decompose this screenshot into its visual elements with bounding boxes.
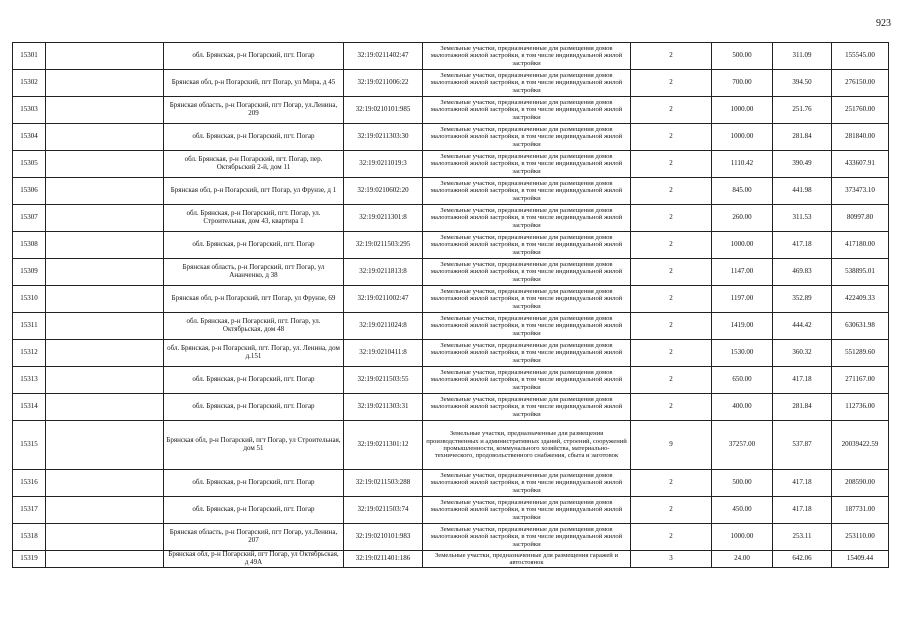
cadastral-number-cell: 32:19:0211301:8 xyxy=(344,205,423,232)
table-row xyxy=(13,313,889,340)
cadastral-number-cell: 32:19:0211301:12 xyxy=(344,421,423,470)
price-per-unit-cell: 311.09 xyxy=(773,43,832,70)
land-use-cell: Земельные участки, предназначенные для размещения домов малоэтажной жилой застройки, в том числе индивидуальной жилой застройки xyxy=(423,259,631,286)
row-id-cell: 15305 xyxy=(13,151,46,178)
land-use-cell: Земельные участки, предназначенные для размещения домов малоэтажной жилой застройки, в том числе индивидуальной жилой застройки xyxy=(423,524,631,551)
row-id-cell: 15303 xyxy=(13,97,46,124)
table-row xyxy=(13,151,889,178)
row-id-cell: 15313 xyxy=(13,367,46,394)
cadastral-number-cell: 32:19:0211303:31 xyxy=(344,394,423,421)
cadastral-number-cell: 32:19:0211503:74 xyxy=(344,497,423,524)
cadastral-number-cell: 32:19:0210602:20 xyxy=(344,178,423,205)
table-row xyxy=(13,232,889,259)
empty-cell xyxy=(46,340,164,367)
category-cell: 2 xyxy=(631,43,712,70)
empty-cell xyxy=(46,286,164,313)
cadastral-value-cell: 251760.00 xyxy=(832,97,889,124)
address-cell: Брянская обл, р-н Погарский, пгт Погар, ул Октябрьская, д 49А xyxy=(164,551,344,568)
land-use-cell: Земельные участки, предназначенные для размещения домов малоэтажной жилой застройки, в том числе индивидуальной жилой застройки xyxy=(423,340,631,367)
price-per-unit-cell: 642.06 xyxy=(773,551,832,568)
area-cell: 650.00 xyxy=(712,367,773,394)
category-cell: 2 xyxy=(631,259,712,286)
area-cell: 260.00 xyxy=(712,205,773,232)
price-per-unit-cell: 417.18 xyxy=(773,367,832,394)
land-use-cell: Земельные участки, предназначенные для размещения домов малоэтажной жилой застройки, в том числе индивидуальной жилой застройки xyxy=(423,70,631,97)
table-row xyxy=(13,205,889,232)
category-cell: 2 xyxy=(631,367,712,394)
empty-cell xyxy=(46,205,164,232)
area-cell: 500.00 xyxy=(712,470,773,497)
row-id-cell: 15307 xyxy=(13,205,46,232)
category-cell: 2 xyxy=(631,524,712,551)
row-id-cell: 15315 xyxy=(13,421,46,470)
cadastral-number-cell: 32:19:0211503:295 xyxy=(344,232,423,259)
empty-cell xyxy=(46,178,164,205)
area-cell: 700.00 xyxy=(712,70,773,97)
land-use-cell: Земельные участки, предназначенные для размещения домов малоэтажной жилой застройки, в том числе индивидуальной жилой застройки xyxy=(423,151,631,178)
cadastral-value-cell: 630631.98 xyxy=(832,313,889,340)
price-per-unit-cell: 352.89 xyxy=(773,286,832,313)
empty-cell xyxy=(46,124,164,151)
price-per-unit-cell: 469.83 xyxy=(773,259,832,286)
empty-cell xyxy=(46,151,164,178)
address-cell: обл. Брянская, р-н Погарский, пгт. Погар, ул. Ленина, дом д.151 xyxy=(164,340,344,367)
price-per-unit-cell: 311.53 xyxy=(773,205,832,232)
area-cell: 1000.00 xyxy=(712,232,773,259)
cadastral-number-cell: 32:19:0211303:30 xyxy=(344,124,423,151)
cadastral-value-cell: 112736.00 xyxy=(832,394,889,421)
area-cell: 1419.00 xyxy=(712,313,773,340)
category-cell: 2 xyxy=(631,70,712,97)
address-cell: обл. Брянская, р-н Погарский, пгт. Погар xyxy=(164,43,344,70)
table-row xyxy=(13,421,889,470)
row-id-cell: 15316 xyxy=(13,470,46,497)
price-per-unit-cell: 441.98 xyxy=(773,178,832,205)
row-id-cell: 15312 xyxy=(13,340,46,367)
cadastral-value-cell: 253110.00 xyxy=(832,524,889,551)
price-per-unit-cell: 253.11 xyxy=(773,524,832,551)
table-row xyxy=(13,259,889,286)
table-row xyxy=(13,551,889,568)
table-row xyxy=(13,43,889,70)
cadastral-number-cell: 32:19:0210101:985 xyxy=(344,97,423,124)
price-per-unit-cell: 281.84 xyxy=(773,124,832,151)
land-use-cell: Земельные участки, предназначенные для размещения домов малоэтажной жилой застройки, в том числе индивидуальной жилой застройки xyxy=(423,367,631,394)
table-row xyxy=(13,524,889,551)
land-use-cell: Земельные участки, предназначенные для размещения домов малоэтажной жилой застройки, в том числе индивидуальной жилой застройки xyxy=(423,124,631,151)
land-use-cell: Земельные участки, предназначенные для размещения домов малоэтажной жилой застройки, в том числе индивидуальной жилой застройки xyxy=(423,178,631,205)
address-cell: Брянская область, р-н Погарский, пгт Погар, ул.Ленина, 209 xyxy=(164,97,344,124)
cadastral-value-cell: 373473.10 xyxy=(832,178,889,205)
row-id-cell: 15306 xyxy=(13,178,46,205)
empty-cell xyxy=(46,43,164,70)
row-id-cell: 15310 xyxy=(13,286,46,313)
area-cell: 1000.00 xyxy=(712,124,773,151)
empty-cell xyxy=(46,97,164,124)
address-cell: обл. Брянская, р-н Погарский, пгт. Погар, ул. Строительная, дом 43, квартира 1 xyxy=(164,205,344,232)
area-cell: 1147.00 xyxy=(712,259,773,286)
empty-cell xyxy=(46,232,164,259)
category-cell: 2 xyxy=(631,97,712,124)
address-cell: Брянская обл, р-н Погарский, пгт Погар, ул Фрунзе, д 1 xyxy=(164,178,344,205)
cadastral-value-cell: 20039422.59 xyxy=(832,421,889,470)
cadastral-value-cell: 281840.00 xyxy=(832,124,889,151)
price-per-unit-cell: 281.84 xyxy=(773,394,832,421)
cadastral-value-cell: 208590.00 xyxy=(832,470,889,497)
land-use-cell: Земельные участки, предназначенные для размещения гаражей и автостоянок xyxy=(423,551,631,568)
cadastral-value-cell: 271167.00 xyxy=(832,367,889,394)
cadastral-value-cell: 422409.33 xyxy=(832,286,889,313)
category-cell: 2 xyxy=(631,497,712,524)
category-cell: 2 xyxy=(631,313,712,340)
category-cell: 2 xyxy=(631,286,712,313)
address-cell: обл. Брянская, р-н Погарский, пгт. Погар, ул. Октябрьская, дом 48 xyxy=(164,313,344,340)
area-cell: 845.00 xyxy=(712,178,773,205)
land-use-cell: Земельные участки, предназначенные для размещения домов малоэтажной жилой застройки, в том числе индивидуальной жилой застройки xyxy=(423,97,631,124)
address-cell: Брянская обл, р-н Погарский, пгт Погар, ул Фрунзе, 69 xyxy=(164,286,344,313)
table-row xyxy=(13,178,889,205)
cadastral-value-cell: 276150.00 xyxy=(832,70,889,97)
row-id-cell: 15304 xyxy=(13,124,46,151)
address-cell: Брянская область, р-н Погарский, пгт Погар, ул.Ленина, 207 xyxy=(164,524,344,551)
empty-cell xyxy=(46,524,164,551)
cadastral-value-cell: 187731.00 xyxy=(832,497,889,524)
table-row xyxy=(13,394,889,421)
category-cell: 2 xyxy=(631,470,712,497)
price-per-unit-cell: 417.18 xyxy=(773,497,832,524)
category-cell: 2 xyxy=(631,178,712,205)
empty-cell xyxy=(46,313,164,340)
row-id-cell: 15319 xyxy=(13,551,46,568)
cadastral-number-cell: 32:19:0210411:8 xyxy=(344,340,423,367)
empty-cell xyxy=(46,259,164,286)
area-cell: 1000.00 xyxy=(712,97,773,124)
table-row xyxy=(13,367,889,394)
cadastral-number-cell: 32:19:0211813:8 xyxy=(344,259,423,286)
address-cell: обл. Брянская, р-н Погарский, пгт. Погар xyxy=(164,470,344,497)
table-row xyxy=(13,340,889,367)
table-row xyxy=(13,497,889,524)
price-per-unit-cell: 537.87 xyxy=(773,421,832,470)
cadastral-value-cell: 155545.00 xyxy=(832,43,889,70)
price-per-unit-cell: 394.50 xyxy=(773,70,832,97)
empty-cell xyxy=(46,367,164,394)
category-cell: 2 xyxy=(631,205,712,232)
category-cell: 2 xyxy=(631,232,712,259)
price-per-unit-cell: 360.32 xyxy=(773,340,832,367)
cadastral-number-cell: 32:19:0211006:22 xyxy=(344,70,423,97)
cadastral-value-cell: 15409.44 xyxy=(832,551,889,568)
row-id-cell: 15309 xyxy=(13,259,46,286)
price-per-unit-cell: 390.49 xyxy=(773,151,832,178)
registry-table xyxy=(12,42,889,568)
land-use-cell: Земельные участки, предназначенные для размещения производственных и административных зданий, строений, сооружений промышленности, коммунального хозяйства, материально-технического, продовольственного снабжения, сбыта и заготовок xyxy=(423,421,631,470)
row-id-cell: 15302 xyxy=(13,70,46,97)
category-cell: 3 xyxy=(631,551,712,568)
cadastral-number-cell: 32:19:0211503:55 xyxy=(344,367,423,394)
row-id-cell: 15314 xyxy=(13,394,46,421)
cadastral-number-cell: 32:19:0211503:288 xyxy=(344,470,423,497)
area-cell: 1530.00 xyxy=(712,340,773,367)
address-cell: Брянская обл, р-н Погарский, пгт Погар, ул Мира, д 45 xyxy=(164,70,344,97)
row-id-cell: 15318 xyxy=(13,524,46,551)
cadastral-number-cell: 32:19:0211019:3 xyxy=(344,151,423,178)
row-id-cell: 15317 xyxy=(13,497,46,524)
land-use-cell: Земельные участки, предназначенные для размещения домов малоэтажной жилой застройки, в том числе индивидуальной жилой застройки xyxy=(423,232,631,259)
cadastral-number-cell: 32:19:0210101:983 xyxy=(344,524,423,551)
category-cell: 2 xyxy=(631,124,712,151)
area-cell: 1110.42 xyxy=(712,151,773,178)
cadastral-value-cell: 433607.91 xyxy=(832,151,889,178)
page-number: 923 xyxy=(876,18,891,29)
price-per-unit-cell: 251.76 xyxy=(773,97,832,124)
table-row xyxy=(13,286,889,313)
empty-cell xyxy=(46,470,164,497)
area-cell: 450.00 xyxy=(712,497,773,524)
table-row xyxy=(13,97,889,124)
cadastral-value-cell: 80997.80 xyxy=(832,205,889,232)
table-row xyxy=(13,70,889,97)
cadastral-value-cell: 538895.01 xyxy=(832,259,889,286)
empty-cell xyxy=(46,70,164,97)
land-use-cell: Земельные участки, предназначенные для размещения домов малоэтажной жилой застройки, в том числе индивидуальной жилой застройки xyxy=(423,394,631,421)
area-cell: 400.00 xyxy=(712,394,773,421)
category-cell: 2 xyxy=(631,394,712,421)
land-use-cell: Земельные участки, предназначенные для размещения домов малоэтажной жилой застройки, в том числе индивидуальной жилой застройки xyxy=(423,286,631,313)
address-cell: обл. Брянская, р-н Погарский, пгт. Погар xyxy=(164,497,344,524)
category-cell: 9 xyxy=(631,421,712,470)
land-use-cell: Земельные участки, предназначенные для размещения домов малоэтажной жилой застройки, в том числе индивидуальной жилой застройки xyxy=(423,43,631,70)
row-id-cell: 15308 xyxy=(13,232,46,259)
table-body xyxy=(13,43,889,568)
table-row xyxy=(13,470,889,497)
row-id-cell: 15311 xyxy=(13,313,46,340)
address-cell: Брянская обл, р-н Погарский, пгт Погар, ул Строительная, дом 51 xyxy=(164,421,344,470)
table-row xyxy=(13,124,889,151)
area-cell: 1000.00 xyxy=(712,524,773,551)
address-cell: обл. Брянская, р-н Погарский, пгт. Погар xyxy=(164,394,344,421)
row-id-cell: 15301 xyxy=(13,43,46,70)
area-cell: 500.00 xyxy=(712,43,773,70)
cadastral-number-cell: 32:19:0211024:8 xyxy=(344,313,423,340)
land-use-cell: Земельные участки, предназначенные для размещения домов малоэтажной жилой застройки, в том числе индивидуальной жилой застройки xyxy=(423,470,631,497)
empty-cell xyxy=(46,394,164,421)
cadastral-number-cell: 32:19:0211401:186 xyxy=(344,551,423,568)
price-per-unit-cell: 417.18 xyxy=(773,470,832,497)
cadastral-value-cell: 551289.60 xyxy=(832,340,889,367)
land-use-cell: Земельные участки, предназначенные для размещения домов малоэтажной жилой застройки, в том числе индивидуальной жилой застройки xyxy=(423,313,631,340)
category-cell: 2 xyxy=(631,340,712,367)
address-cell: обл. Брянская, р-н Погарский, пгт. Погар xyxy=(164,124,344,151)
cadastral-value-cell: 417180.00 xyxy=(832,232,889,259)
address-cell: обл. Брянская, р-н Погарский, пгт. Погар xyxy=(164,232,344,259)
address-cell: обл. Брянская, р-н Погарский, пгт. Погар, пер. Октябрьский 2-й, дом 11 xyxy=(164,151,344,178)
category-cell: 2 xyxy=(631,151,712,178)
empty-cell xyxy=(46,497,164,524)
area-cell: 24.00 xyxy=(712,551,773,568)
empty-cell xyxy=(46,421,164,470)
area-cell: 1197.00 xyxy=(712,286,773,313)
cadastral-number-cell: 32:19:0211002:47 xyxy=(344,286,423,313)
price-per-unit-cell: 417.18 xyxy=(773,232,832,259)
address-cell: обл. Брянская, р-н Погарский, пгт. Погар xyxy=(164,367,344,394)
land-use-cell: Земельные участки, предназначенные для размещения домов малоэтажной жилой застройки, в том числе индивидуальной жилой застройки xyxy=(423,497,631,524)
area-cell: 37257.00 xyxy=(712,421,773,470)
land-use-cell: Земельные участки, предназначенные для размещения домов малоэтажной жилой застройки, в том числе индивидуальной жилой застройки xyxy=(423,205,631,232)
empty-cell xyxy=(46,551,164,568)
price-per-unit-cell: 444.42 xyxy=(773,313,832,340)
cadastral-number-cell: 32:19:0211402:47 xyxy=(344,43,423,70)
address-cell: Брянская область, р-н Погарский, пгт Погар, ул Ананченко, д 38 xyxy=(164,259,344,286)
